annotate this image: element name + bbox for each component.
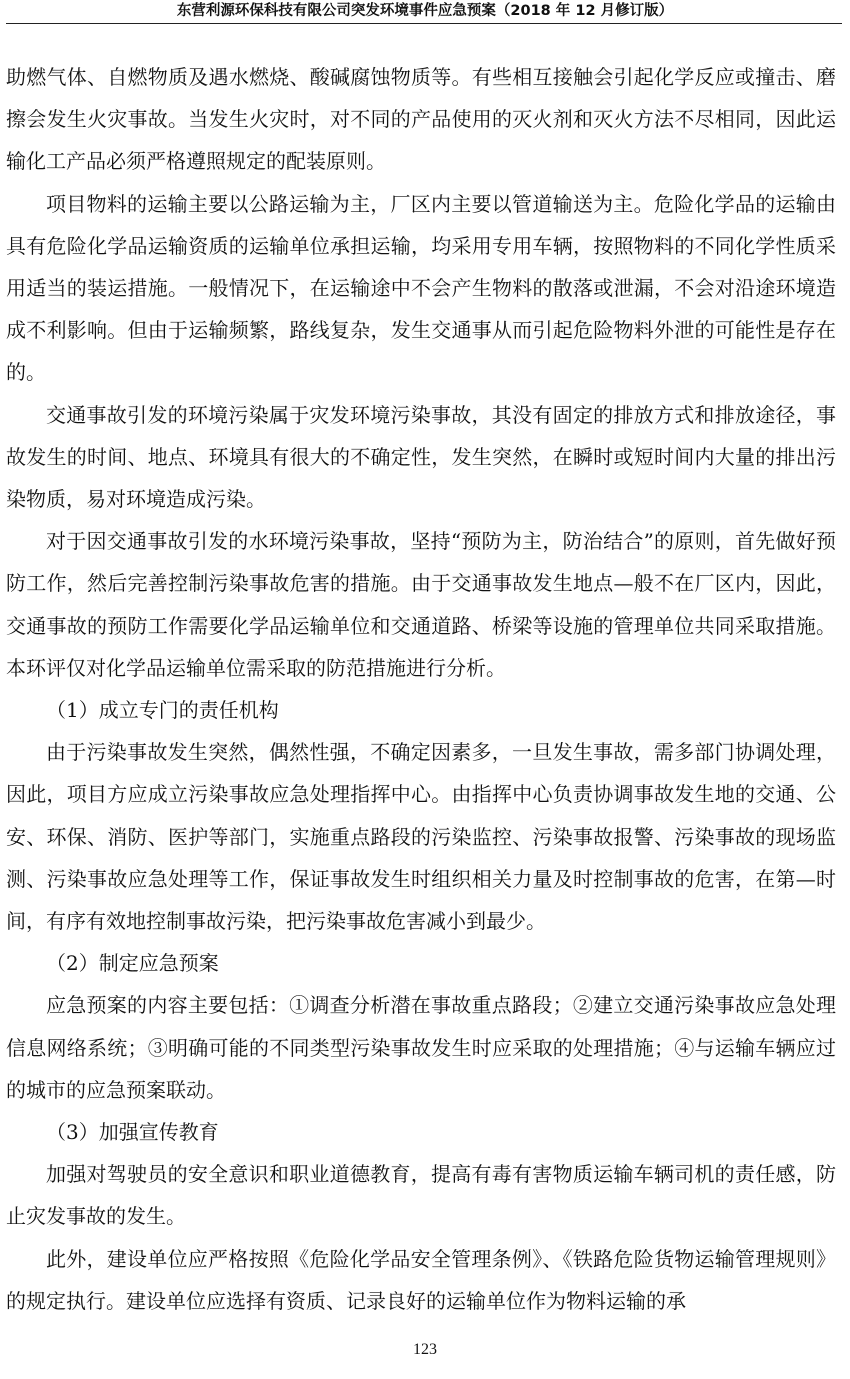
paragraph: 应急预案的内容主要包括：①调查分析潜在事故重点路段；②建立交通污染事故应急处理信息网络系统；③明确可能的不同类型污染事故发生时应采取的处理措施；④与运输车辆应过的城市的应急预案联动。 <box>6 993 836 1102</box>
document-body <box>6 56 836 1322</box>
section-heading: （3）加强宣传教育 <box>46 1120 219 1145</box>
section-heading: （2）制定应急预案 <box>46 951 219 976</box>
paragraph: 加强对驾驶员的安全意识和职业道德教育，提高有毒有害物质运输车辆司机的责任感，防止灾发事故的发生。 <box>6 1162 836 1229</box>
header-title: 东营利源环保科技有限公司突发环境事件应急预案（2018 年 12 月修订版） <box>176 3 674 19</box>
paragraph: 对于因交通事故引发的水环境污染事故，坚持“预防为主，防治结合”的原则，首先做好预防工作，然后完善控制污染事故危害的措施。由于交通事故发生地点—般不在厂区内，因此，交通事故的预防工作需要化学品运输单位和交通道路、桥梁等设施的管理单位共同采取措施。本环评仅对化学品运输单位需采取的防范措施进行分析。 <box>6 529 836 680</box>
paragraph: 此外，建设单位应严格按照《危险化学品安全管理条例》、《铁路危险货物运输管理规则》的规定执行。建设单位应选择有资质、记录良好的运输单位作为物料运输的承 <box>6 1246 836 1313</box>
paragraph: 项目物料的运输主要以公路运输为主，厂区内主要以管道输送为主。危险化学品的运输由具有危险化学品运输资质的运输单位承担运输，均采用专用车辆，按照物料的不同化学性质采用适当的装运措施。一般情况下，在运输途中不会产生物料的散落或泄漏，不会对沿途环境造成不利影响。但由于运输频繁，路线复杂，发生交通事从而引起危险物料外泄的可能性是存在的。 <box>6 191 836 385</box>
paragraph: 由于污染事故发生突然，偶然性强，不确定因素多，一旦发生事故，需多部门协调处理，因此，项目方应成立污染事故应急处理指挥中心。由指挥中心负责协调事故发生地的交通、公安、环保、消防、医护等部门，实施重点路段的污染监控、污染事故报警、污染事故的现场监测、污染事故应急处理等工作，保证事故发生时组织相关力量及时控制事故的危害，在第—时间，有序有效地控制事故污染，把污染事故危害减小到最少。 <box>6 740 836 934</box>
section-heading: （1）成立专门的责任机构 <box>46 698 279 723</box>
paragraph: 交通事故引发的环境污染属于灾发环境污染事故，其没有固定的排放方式和排放途径，事故发生的时间、地点、环境具有很大的不确定性，发生突然，在瞬时或短时间内大量的排出污染物质，易对环境造成污染。 <box>6 402 836 512</box>
header-rule <box>6 23 842 24</box>
paragraph-continuation: 助燃气体、自燃物质及遇水燃烧、酸碱腐蚀物质等。有些相互接触会引起化学反应或撞击、磨擦会发生火灾事故。当发生火灾时，对不同的产品使用的灭火剂和灭火方法不尽相同，因此运输化工产品必须严格遵照规定的配装原则。 <box>6 65 836 174</box>
page-number: 123 <box>413 1341 437 1358</box>
